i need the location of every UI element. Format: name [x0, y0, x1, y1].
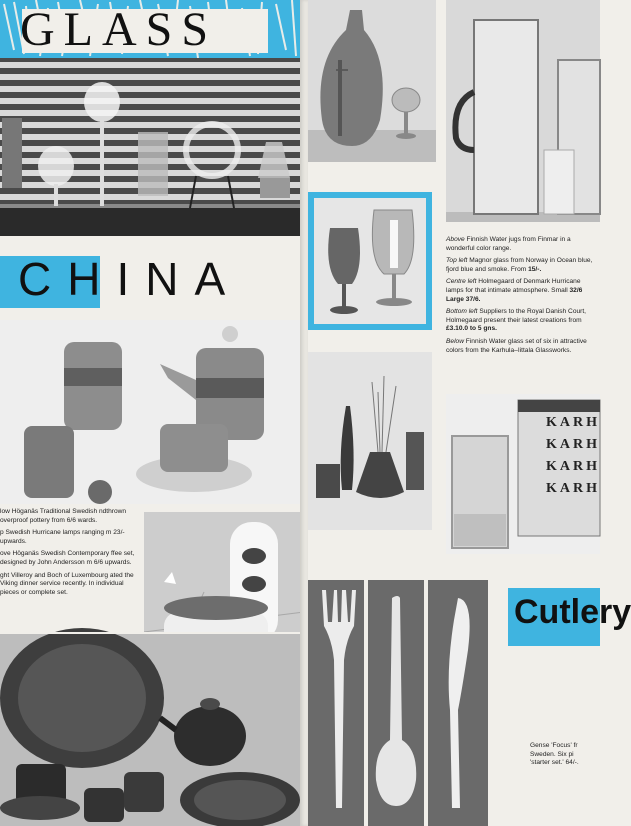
glass-caption-below [446, 338, 598, 355]
glass-caption-above-lead: Above [446, 236, 465, 243]
pottery-photo [0, 320, 300, 504]
cutlery-caption [530, 742, 600, 768]
china-caption-3: ove Höganäs Swedish Contemporary ffee set, designed by John Andersson m 6/6 upwards. [0, 550, 135, 566]
divider-strip [300, 0, 308, 826]
glass-captions [446, 236, 598, 359]
glass-shelf-photo [0, 58, 300, 236]
glass-caption-topleft-lead: Top left [446, 257, 468, 265]
hurricane-lamps-photo [314, 198, 426, 324]
box-label-line-2: KARH [546, 437, 600, 452]
cutlery-photo [308, 580, 488, 826]
glass-heading: GLASS [20, 3, 218, 56]
cutlery-caption-line-2: Sweden. Six pi [530, 750, 574, 758]
glass-caption-centreleft-lead: Centre left [446, 278, 477, 286]
china-caption-4: ght Villeroy and Boch of Luxembourg ated the Viking dinner service recently. In individual pieces or complete set. [0, 571, 134, 596]
china-caption-2: p Swedish Hurricane lamps ranging m 23/- upwards. [0, 529, 125, 545]
china-caption-1: low Höganäs Traditional Swedish ndthrown overproof pottery from 6/6 wards. [0, 508, 127, 524]
glass-caption-topleft [446, 257, 598, 274]
holmegaard-vases-photo [308, 352, 432, 530]
glass-caption-above-text: Finnish Water jugs from Finmar in a wonderful color range. [446, 236, 571, 252]
box-label-line-3: KARH [546, 459, 600, 474]
china-heading: CHINA [18, 253, 242, 305]
glass-caption-centreleft-text: Holmegaard of Denmark Hurricane lamps for that intimate atmosphere. Small [446, 278, 581, 294]
magnor-glass-photo [308, 0, 436, 162]
water-jugs-photo [446, 0, 600, 222]
cutlery-heading: Cutlery [514, 593, 631, 631]
glass-caption-below-text: Finnish Water glass set of six in attractive colors from the Karhula–Iittala Glassworks. [446, 337, 587, 354]
karhula-box-label [528, 412, 600, 522]
glass-caption-bottomleft [446, 308, 598, 334]
glass-caption-topleft-price: 15/-. [528, 265, 542, 273]
glass-caption-bottomleft-price: £3.10.0 to 5 gns. [446, 325, 497, 333]
glass-caption-above [446, 236, 598, 253]
box-label-line-4: KARH [546, 481, 600, 496]
box-label-line-1: KARH [546, 415, 600, 430]
china-captions [0, 508, 140, 601]
dinner-service-photo [0, 632, 300, 826]
glass-caption-centreleft [446, 278, 598, 304]
cutlery-caption-line-1: Gense 'Focus' fr [530, 742, 578, 749]
glass-caption-centreleft-price: 32/6 Large 37/6. [446, 286, 583, 303]
cutlery-caption-line-3: 'starter set.' 64/-. [530, 759, 579, 767]
glass-caption-bottomleft-text: Suppliers to the Royal Danish Court, Holmegaard present their latest creations from [446, 308, 587, 324]
glass-caption-topleft-text: Magnor glass from Norway in Ocean blue, fjord blue and smoke. From [446, 257, 593, 273]
glass-caption-bottomleft-lead: Bottom left [446, 308, 478, 316]
glass-caption-below-lead: Below [446, 337, 464, 345]
